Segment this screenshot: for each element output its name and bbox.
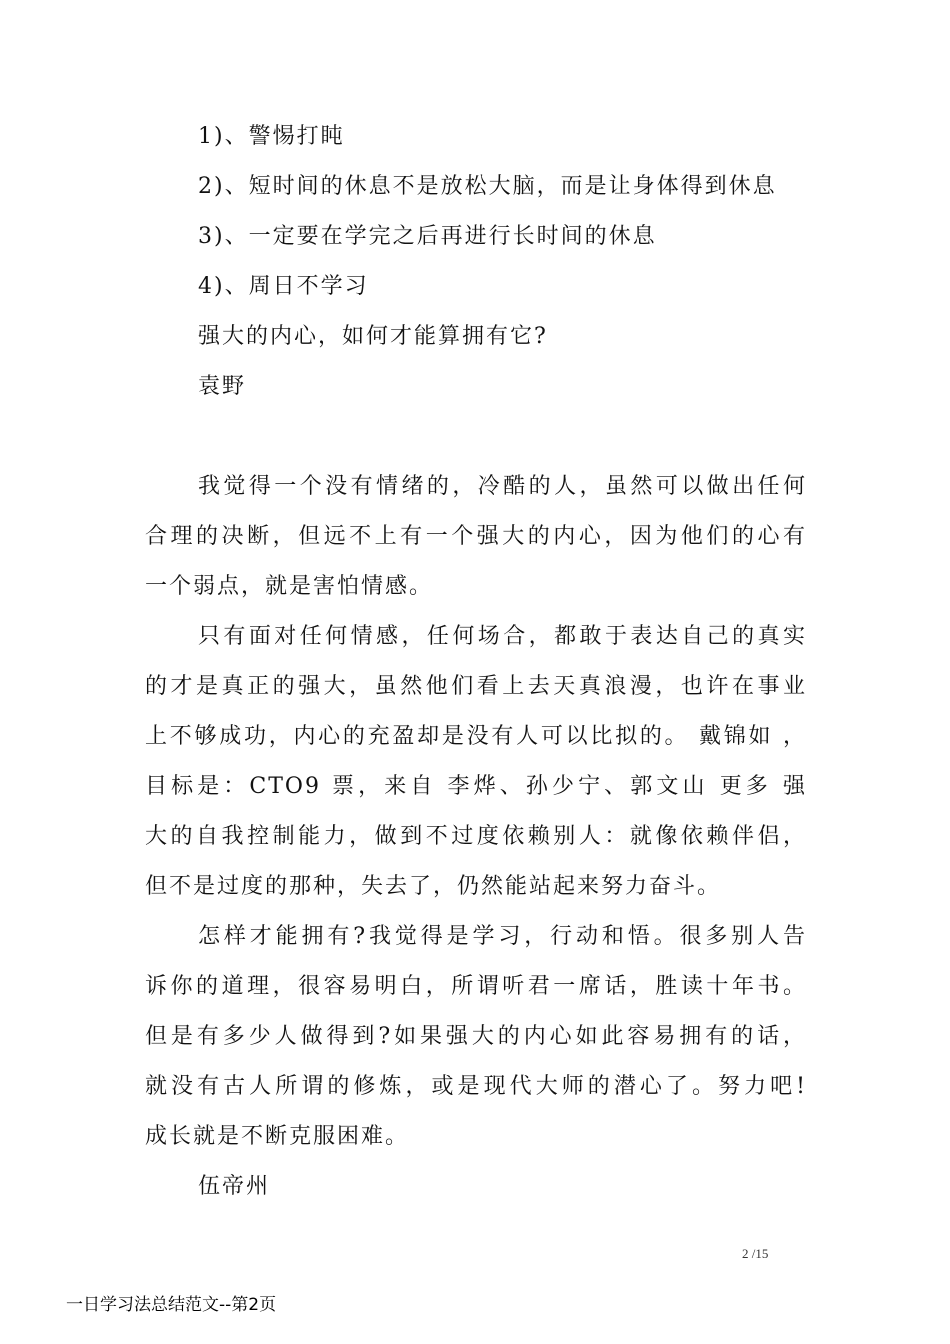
section-heading: 强大的内心，如何才能算拥有它? bbox=[198, 324, 548, 349]
author-name: 袁野 bbox=[198, 374, 247, 399]
blank-line bbox=[145, 412, 807, 462]
page-number: 2 /15 bbox=[742, 1246, 769, 1261]
paragraph-line: 诉你的道理，很容易明白，所谓听君一席话，胜读十年书。 bbox=[145, 974, 807, 999]
paragraph-line: 只有面对任何情感，任何场合，都敢于表达自己的真实 bbox=[198, 624, 807, 649]
list-item-2: 2)、短时间的休息不是放松大脑，而是让身体得到休息 bbox=[198, 174, 777, 199]
paragraph-2 bbox=[145, 612, 807, 912]
paragraph-line: 合理的决断，但远不上有一个强大的内心，因为他们的心有 bbox=[145, 524, 807, 549]
author-name: 伍帝州 bbox=[198, 1174, 271, 1199]
paragraph-line: 大的自我控制能力，做到不过度依赖别人：就像依赖伴侣， bbox=[145, 824, 807, 849]
paragraph-line: 目标是：CTO9 票，来自 李烨、孙少宁、郭文山 更多 强 bbox=[145, 774, 807, 799]
paragraph-line: 成长就是不断克服困难。 bbox=[145, 1124, 410, 1149]
page-footer: 一日学习法总结范文--第2页 bbox=[66, 1295, 277, 1315]
paragraph-line: 的才是真正的强大，虽然他们看上去天真浪漫，也许在事业 bbox=[145, 674, 807, 699]
paragraph-line: 但不是过度的那种，失去了，仍然能站起来努力奋斗。 bbox=[145, 874, 722, 899]
paragraph-line: 一个弱点，就是害怕情感。 bbox=[145, 574, 434, 599]
list-item-4: 4)、周日不学习 bbox=[198, 274, 369, 299]
paragraph-line: 怎样才能拥有?我觉得是学习，行动和悟。很多别人告 bbox=[198, 924, 807, 949]
paragraph-line: 但是有多少人做得到?如果强大的内心如此容易拥有的话， bbox=[145, 1024, 807, 1049]
list-item-3: 3)、一定要在学完之后再进行长时间的休息 bbox=[198, 224, 657, 249]
paragraph-line: 上不够成功，内心的充盈却是没有人可以比拟的。 戴锦如 ， bbox=[145, 724, 807, 749]
paragraph-line: 就没有古人所谓的修炼，或是现代大师的潜心了。努力吧! bbox=[145, 1074, 807, 1099]
paragraph-1 bbox=[145, 462, 807, 612]
paragraph-3 bbox=[145, 912, 807, 1162]
paragraph-line: 我觉得一个没有情绪的，冷酷的人，虽然可以做出任何 bbox=[198, 474, 807, 499]
list-item-1: 1)、警惕打盹 bbox=[198, 124, 345, 149]
page-content bbox=[145, 112, 807, 1212]
